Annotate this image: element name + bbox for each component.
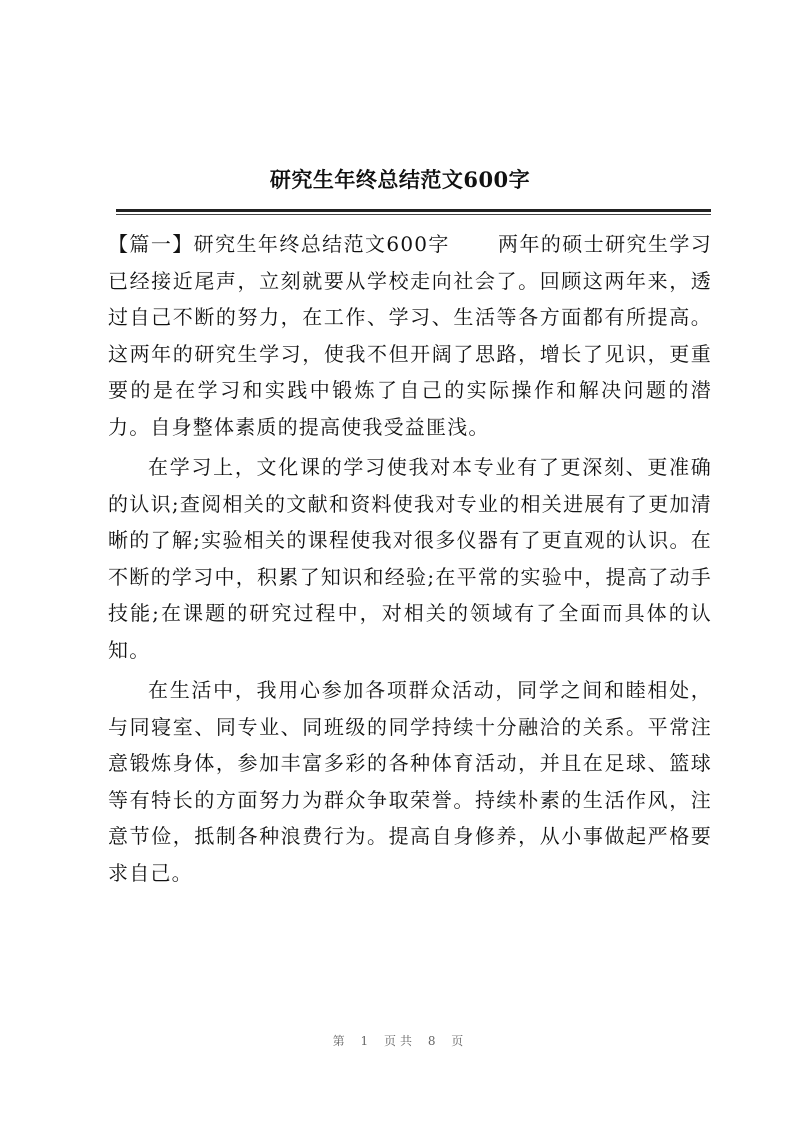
page-footer xyxy=(0,1032,800,1049)
paragraph-1 xyxy=(108,226,712,445)
section-heading: 【篇一】研究生年终总结范文600字 xyxy=(108,232,450,256)
document-body xyxy=(108,226,712,891)
footer-current-page: 1 xyxy=(360,1034,373,1048)
footer-prefix: 第 xyxy=(332,1034,349,1048)
paragraph-3: 在生活中，我用心参加各项群众活动，同学之间和睦相处，与同寝室、同专业、同班级的同学持续十分融洽的关系。平常注意锻炼身体，参加丰富多彩的各种体育活动，并且在足球、篮球等有特长的方面努力为群众争取荣誉。持续朴素的生活作风，注意节俭，抵制各种浪费行为。提高自身修养，从小事做起严格要求自己。 xyxy=(108,678,712,885)
paragraph-1-text: 两年的硕士研究生学习已经接近尾声，立刻就要从学校走向社会了。回顾这两年来，透过自己不断的努力，在工作、学习、生活等各方面都有所提高。这两年的研究生学习，使我不但开阔了思路，增长了见识，更重要的是在学习和实践中锻炼了自己的实际操作和解决问题的潜力。自身整体素质的提高使我受益匪浅。 xyxy=(108,232,712,439)
footer-mid: 页共 xyxy=(383,1034,416,1048)
paragraph-2: 在学习上，文化课的学习使我对本专业有了更深刻、更准确的认识;查阅相关的文献和资料使我对专业的相关进展有了更加清晰的了解;实验相关的课程使我对很多仪器有了更直观的认识。在不断的学习中，积累了知识和经验;在平常的实验中，提高了动手技能;在课题的研究过程中，对相关的领域有了全面而具体的认知。 xyxy=(108,455,712,662)
footer-total-pages: 8 xyxy=(427,1034,440,1048)
document-title: 研究生年终总结范文600字 xyxy=(269,167,531,192)
footer-suffix: 页 xyxy=(451,1034,468,1048)
title-divider-thick xyxy=(116,209,711,212)
title-divider-thin xyxy=(116,214,711,215)
